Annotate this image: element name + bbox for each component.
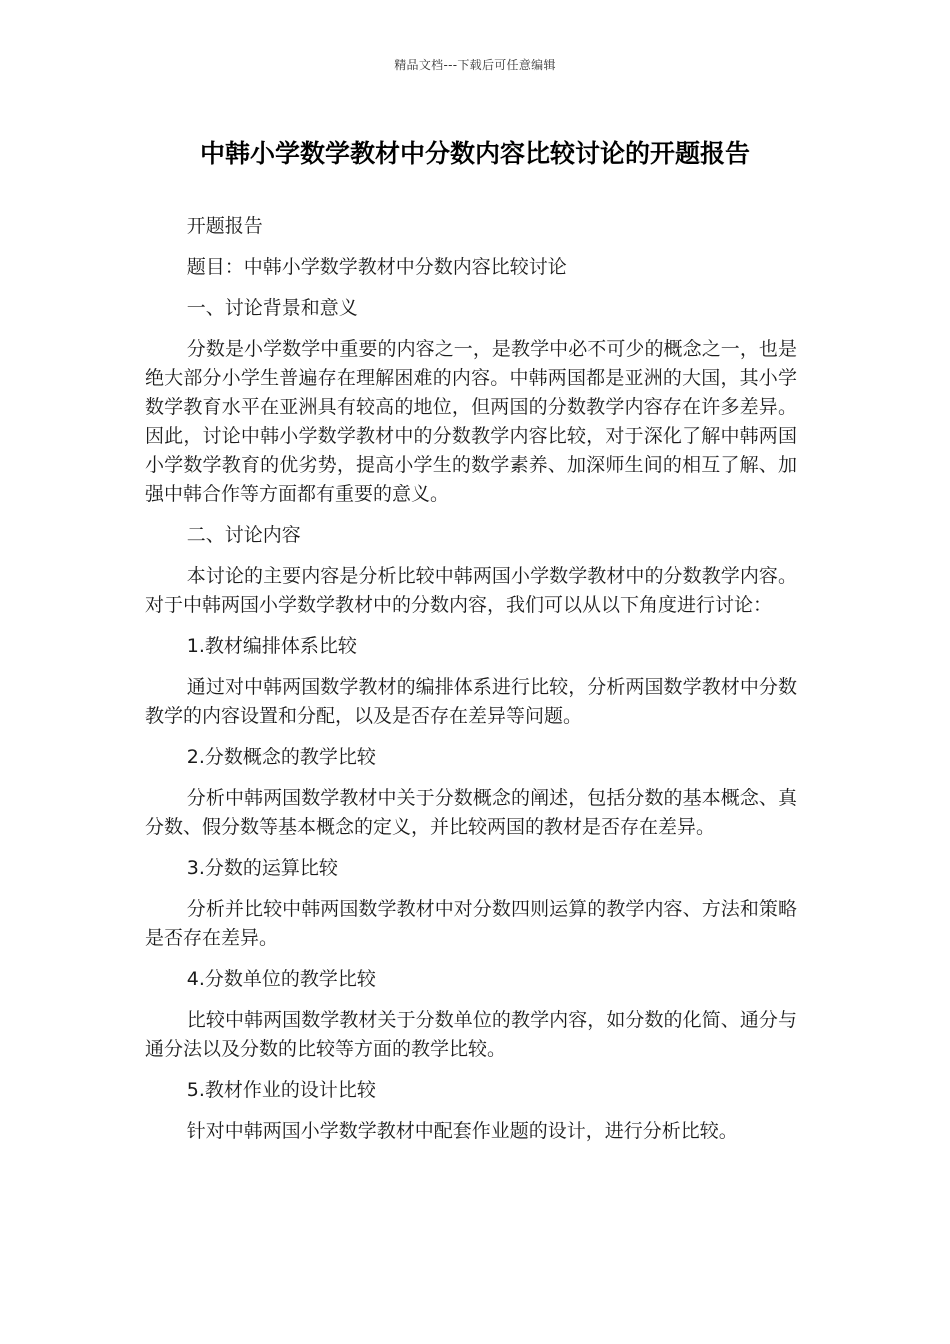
section-heading: 一、讨论背景和意义 — [186, 297, 358, 319]
section-heading: 二、讨论内容 — [186, 524, 301, 546]
document-title: 中韩小学数学教材中分数内容比较讨论的开题报告 — [199, 139, 750, 168]
section-heading: 1.教材编排体系比较 — [186, 635, 357, 657]
body-paragraph: 分数是小学数学中重要的内容之一，是教学中必不可少的概念之一，也是绝大部分小学生普遍存在理解困难的内容。中韩两国都是亚洲的大国，其小学数学教育水平在亚洲具有较高的地位，但两国的分数教学内容存在许多差异。因此，讨论中韩小学数学教材中的分数教学内容比较，对于深化了解中韩两国小学数学教育的优劣势，提高小学生的数学素养、加深师生间的相互了解、加强中韩合作等方面都有重要的意义。 — [145, 338, 797, 505]
body-paragraph: 针对中韩两国小学数学教材中配套作业题的设计，进行分析比较。 — [186, 1120, 738, 1142]
section-heading: 4.分数单位的教学比较 — [186, 968, 376, 990]
document-body — [145, 212, 797, 1158]
body-paragraph: 比较中韩两国数学教材关于分数单位的教学内容，如分数的化简、通分与通分法以及分数的比较等方面的教学比较。 — [145, 1009, 797, 1060]
header-note: 精品文档---下载后可任意编辑 — [394, 58, 556, 72]
section-heading: 2.分数概念的教学比较 — [186, 746, 376, 768]
section-heading: 5.教材作业的设计比较 — [186, 1079, 376, 1101]
section-heading: 3.分数的运算比较 — [186, 857, 338, 879]
body-paragraph: 分析并比较中韩两国数学教材中对分数四则运算的教学内容、方法和策略是否存在差异。 — [145, 898, 797, 949]
body-paragraph: 本讨论的主要内容是分析比较中韩两国小学数学教材中的分数教学内容。对于中韩两国小学数学教材中的分数内容，我们可以从以下角度进行讨论： — [145, 565, 797, 616]
section-heading: 开题报告 — [186, 215, 263, 237]
body-paragraph: 分析中韩两国数学教材中关于分数概念的阐述，包括分数的基本概念、真分数、假分数等基本概念的定义，并比较两国的教材是否存在差异。 — [145, 787, 797, 838]
section-heading: 题目：中韩小学数学教材中分数内容比较讨论 — [186, 256, 567, 278]
body-paragraph: 通过对中韩两国数学教材的编排体系进行比较，分析两国数学教材中分数教学的内容设置和分配，以及是否存在差异等问题。 — [145, 676, 797, 727]
